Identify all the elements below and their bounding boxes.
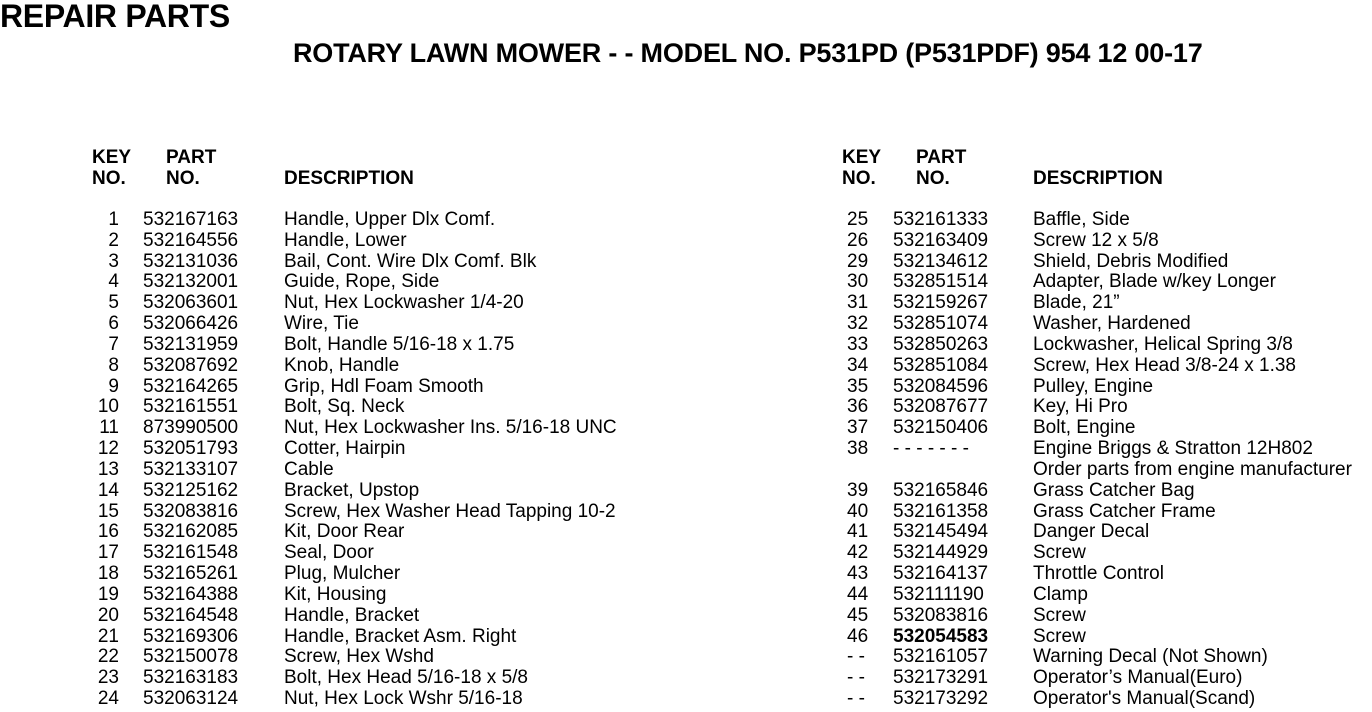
part-number: 532169306 bbox=[143, 625, 239, 647]
part-description: Adapter, Blade w/key Longer bbox=[1033, 271, 1276, 293]
part-number: 532851084 bbox=[893, 354, 989, 376]
part-number: 532165261 bbox=[143, 563, 239, 585]
part-number: 532851514 bbox=[893, 271, 989, 293]
part-key-number: 44 bbox=[847, 583, 869, 605]
part-key-number: 40 bbox=[847, 500, 869, 522]
part-description: Nut, Hex Lockwasher 1/4-20 bbox=[284, 292, 524, 314]
part-number: 532131959 bbox=[143, 333, 239, 355]
part-description: Nut, Hex Lockwasher Ins. 5/16-18 UNC bbox=[284, 417, 617, 439]
part-description: Nut, Hex Lock Wshr 5/16-18 bbox=[284, 688, 523, 710]
part-key-number: 42 bbox=[847, 542, 869, 564]
part-key-number: 19 bbox=[97, 583, 119, 605]
part-key-number: 32 bbox=[847, 313, 869, 335]
part-key-number: 10 bbox=[97, 396, 119, 418]
part-key-number: 36 bbox=[847, 396, 869, 418]
part-number: 532125162 bbox=[143, 479, 239, 501]
part-key-number: 37 bbox=[847, 417, 869, 439]
part-key-number: 6 bbox=[108, 313, 119, 335]
part-number: 532162085 bbox=[143, 521, 239, 543]
part-description: Plug, Mulcher bbox=[284, 563, 401, 585]
part-number: 532063601 bbox=[143, 292, 239, 314]
part-key-number: 46 bbox=[847, 625, 869, 647]
part-description: Screw bbox=[1033, 542, 1086, 564]
part-number: 532132001 bbox=[143, 271, 239, 293]
part-description: Operator's Manual(Scand) bbox=[1033, 688, 1256, 710]
part-description: Grass Catcher Bag bbox=[1033, 479, 1195, 501]
part-number: 532164388 bbox=[143, 583, 239, 605]
part-description: Shield, Debris Modified bbox=[1033, 250, 1229, 272]
part-description: Screw, Hex Wshd bbox=[284, 646, 434, 668]
part-key-number: 7 bbox=[108, 333, 119, 355]
part-number: 532164137 bbox=[893, 563, 989, 585]
part-description: Screw bbox=[1033, 604, 1086, 626]
part-key-number: 23 bbox=[97, 667, 119, 689]
part-description: Baffle, Side bbox=[1033, 209, 1130, 230]
part-key-number: 33 bbox=[847, 333, 869, 355]
part-key-number: 18 bbox=[97, 563, 119, 585]
part-number: 532087692 bbox=[143, 354, 239, 376]
part-key-number: 41 bbox=[847, 521, 869, 543]
description-header: DESCRIPTION bbox=[284, 168, 414, 189]
part-number: 532161551 bbox=[143, 396, 239, 418]
part-description: Knob, Handle bbox=[284, 354, 400, 376]
key-no-header: NO. bbox=[92, 168, 126, 189]
part-number: 532161358 bbox=[893, 500, 989, 522]
part-key-number: - - bbox=[847, 688, 865, 710]
part-description: Bolt, Sq. Neck bbox=[284, 396, 405, 418]
part-description: Handle, Upper Dlx Comf. bbox=[284, 209, 496, 230]
part-key-number: 12 bbox=[97, 438, 119, 460]
part-key-number: 17 bbox=[97, 542, 119, 564]
part-description: Handle, Bracket bbox=[284, 604, 420, 626]
part-description: Bracket, Upstop bbox=[284, 479, 420, 501]
part-key-number: 45 bbox=[847, 604, 869, 626]
part-number: 532133107 bbox=[143, 458, 239, 480]
part-number: 532163409 bbox=[893, 229, 989, 251]
part-number: 532131036 bbox=[143, 250, 239, 272]
part-number: 532165846 bbox=[893, 479, 989, 501]
part-key-number: 34 bbox=[847, 354, 869, 376]
part-number: 532173292 bbox=[893, 688, 989, 710]
part-description: Clamp bbox=[1033, 583, 1088, 605]
part-no-header: NO. bbox=[916, 168, 950, 189]
part-number: 532851074 bbox=[893, 313, 989, 335]
part-header: PART bbox=[166, 147, 217, 168]
part-description: Guide, Rope, Side bbox=[284, 271, 440, 293]
part-number: 532145494 bbox=[893, 521, 989, 543]
part-number: 532083816 bbox=[893, 604, 989, 626]
part-number: 532066426 bbox=[143, 313, 239, 335]
part-number: 532850263 bbox=[893, 333, 989, 355]
part-description: Screw 12 x 5/8 bbox=[1033, 229, 1159, 251]
part-key-number: 4 bbox=[108, 271, 119, 293]
part-description: Cotter, Hairpin bbox=[284, 438, 406, 460]
part-key-number: 38 bbox=[847, 438, 869, 460]
part-number: 532144929 bbox=[893, 542, 989, 564]
part-description: Grass Catcher Frame bbox=[1033, 500, 1216, 522]
part-key-number: 26 bbox=[847, 229, 869, 251]
part-key-number: 3 bbox=[108, 250, 119, 272]
part-key-number: 21 bbox=[97, 625, 119, 647]
part-number: 532084596 bbox=[893, 375, 989, 397]
part-key-number: 31 bbox=[847, 292, 869, 314]
part-key-number: - - bbox=[847, 667, 865, 689]
part-description: Operator’s Manual(Euro) bbox=[1033, 667, 1243, 689]
part-description: Bolt, Hex Head 5/16-18 x 5/8 bbox=[284, 667, 528, 689]
part-number: 532164556 bbox=[143, 229, 239, 251]
part-description: Screw, Hex Head 3/8-24 x 1.38 bbox=[1033, 354, 1296, 376]
description-header: DESCRIPTION bbox=[1033, 168, 1163, 189]
part-key-number: 5 bbox=[108, 292, 119, 314]
part-number: 532134612 bbox=[893, 250, 989, 272]
part-key-number: 8 bbox=[108, 354, 119, 376]
part-number: 532111190 bbox=[893, 583, 984, 605]
part-description: Screw bbox=[1033, 625, 1086, 647]
key-no-header: NO. bbox=[842, 168, 876, 189]
part-number: 532161548 bbox=[143, 542, 239, 564]
part-key-number: - - bbox=[847, 646, 865, 668]
part-key-number: 29 bbox=[847, 250, 869, 272]
part-description: Kit, Door Rear bbox=[284, 521, 405, 543]
part-description: Key, Hi Pro bbox=[1033, 396, 1128, 418]
part-number: 532159267 bbox=[893, 292, 989, 314]
part-key-number: 30 bbox=[847, 271, 869, 293]
part-key-number: 20 bbox=[97, 604, 119, 626]
part-no-header: NO. bbox=[166, 168, 200, 189]
part-key-number: 2 bbox=[108, 229, 119, 251]
part-number: 532167163 bbox=[143, 209, 239, 230]
part-number: 532161333 bbox=[893, 209, 989, 230]
part-number: 873990500 bbox=[143, 417, 239, 439]
part-key-number: 9 bbox=[108, 375, 119, 397]
part-key-number: 14 bbox=[97, 479, 119, 501]
part-description: Wire, Tie bbox=[284, 313, 359, 335]
model-subtitle: ROTARY LAWN MOWER - - MODEL NO. P531PD (P531PDF) 954 12 00-17 bbox=[293, 38, 1203, 68]
part-description: Pulley, Engine bbox=[1033, 375, 1154, 397]
part-key-number: 11 bbox=[99, 417, 119, 439]
part-key-number: 16 bbox=[97, 521, 119, 543]
part-description: Grip, Hdl Foam Smooth bbox=[284, 375, 484, 397]
part-description: Bail, Cont. Wire Dlx Comf. Blk bbox=[284, 250, 537, 272]
part-number: 532163183 bbox=[143, 667, 239, 689]
part-description: Cable bbox=[284, 458, 334, 480]
part-description: Bolt, Engine bbox=[1033, 417, 1136, 439]
part-description: Warning Decal (Not Shown) bbox=[1033, 646, 1268, 668]
part-description: Kit, Housing bbox=[284, 583, 387, 605]
part-number: 532164265 bbox=[143, 375, 239, 397]
key-header: KEY bbox=[842, 147, 882, 168]
part-description: Bolt, Handle 5/16-18 x 1.75 bbox=[284, 333, 515, 355]
part-description: Danger Decal bbox=[1033, 521, 1150, 543]
part-description: Washer, Hardened bbox=[1033, 313, 1191, 335]
part-number: 532051793 bbox=[143, 438, 239, 460]
part-number: 532161057 bbox=[893, 646, 989, 668]
part-key-number: 43 bbox=[847, 563, 869, 585]
part-number: 532063124 bbox=[143, 688, 239, 710]
part-description: Throttle Control bbox=[1033, 563, 1164, 585]
part-description: Handle, Bracket Asm. Right bbox=[284, 625, 517, 647]
part-description: Order parts from engine manufacturer bbox=[1033, 458, 1352, 480]
part-number: 532173291 bbox=[893, 667, 989, 689]
part-key-number: 22 bbox=[97, 646, 119, 668]
page-title: REPAIR PARTS bbox=[0, 0, 230, 34]
key-header: KEY bbox=[92, 147, 132, 168]
part-key-number: 24 bbox=[97, 688, 119, 710]
part-number: 532164548 bbox=[143, 604, 239, 626]
part-description: Handle, Lower bbox=[284, 229, 407, 251]
part-number: - - - - - - - bbox=[893, 438, 969, 460]
part-key-number: 13 bbox=[97, 458, 119, 480]
part-key-number: 35 bbox=[847, 375, 869, 397]
part-description: Blade, 21” bbox=[1033, 292, 1120, 314]
part-description: Lockwasher, Helical Spring 3/8 bbox=[1033, 333, 1293, 355]
part-number: 532083816 bbox=[143, 500, 239, 522]
part-key-number: 25 bbox=[847, 209, 869, 230]
part-number: 532087677 bbox=[893, 396, 989, 418]
part-number: 532150078 bbox=[143, 646, 239, 668]
part-number: 532054583 bbox=[893, 625, 989, 647]
part-key-number: 39 bbox=[847, 479, 869, 501]
part-key-number: 1 bbox=[108, 209, 119, 230]
part-description: Screw, Hex Washer Head Tapping 10-2 bbox=[284, 500, 616, 522]
part-description: Engine Briggs & Stratton 12H802 bbox=[1033, 438, 1313, 460]
part-description: Seal, Door bbox=[284, 542, 374, 564]
part-key-number: 15 bbox=[97, 500, 119, 522]
part-header: PART bbox=[916, 147, 967, 168]
part-number: 532150406 bbox=[893, 417, 989, 439]
